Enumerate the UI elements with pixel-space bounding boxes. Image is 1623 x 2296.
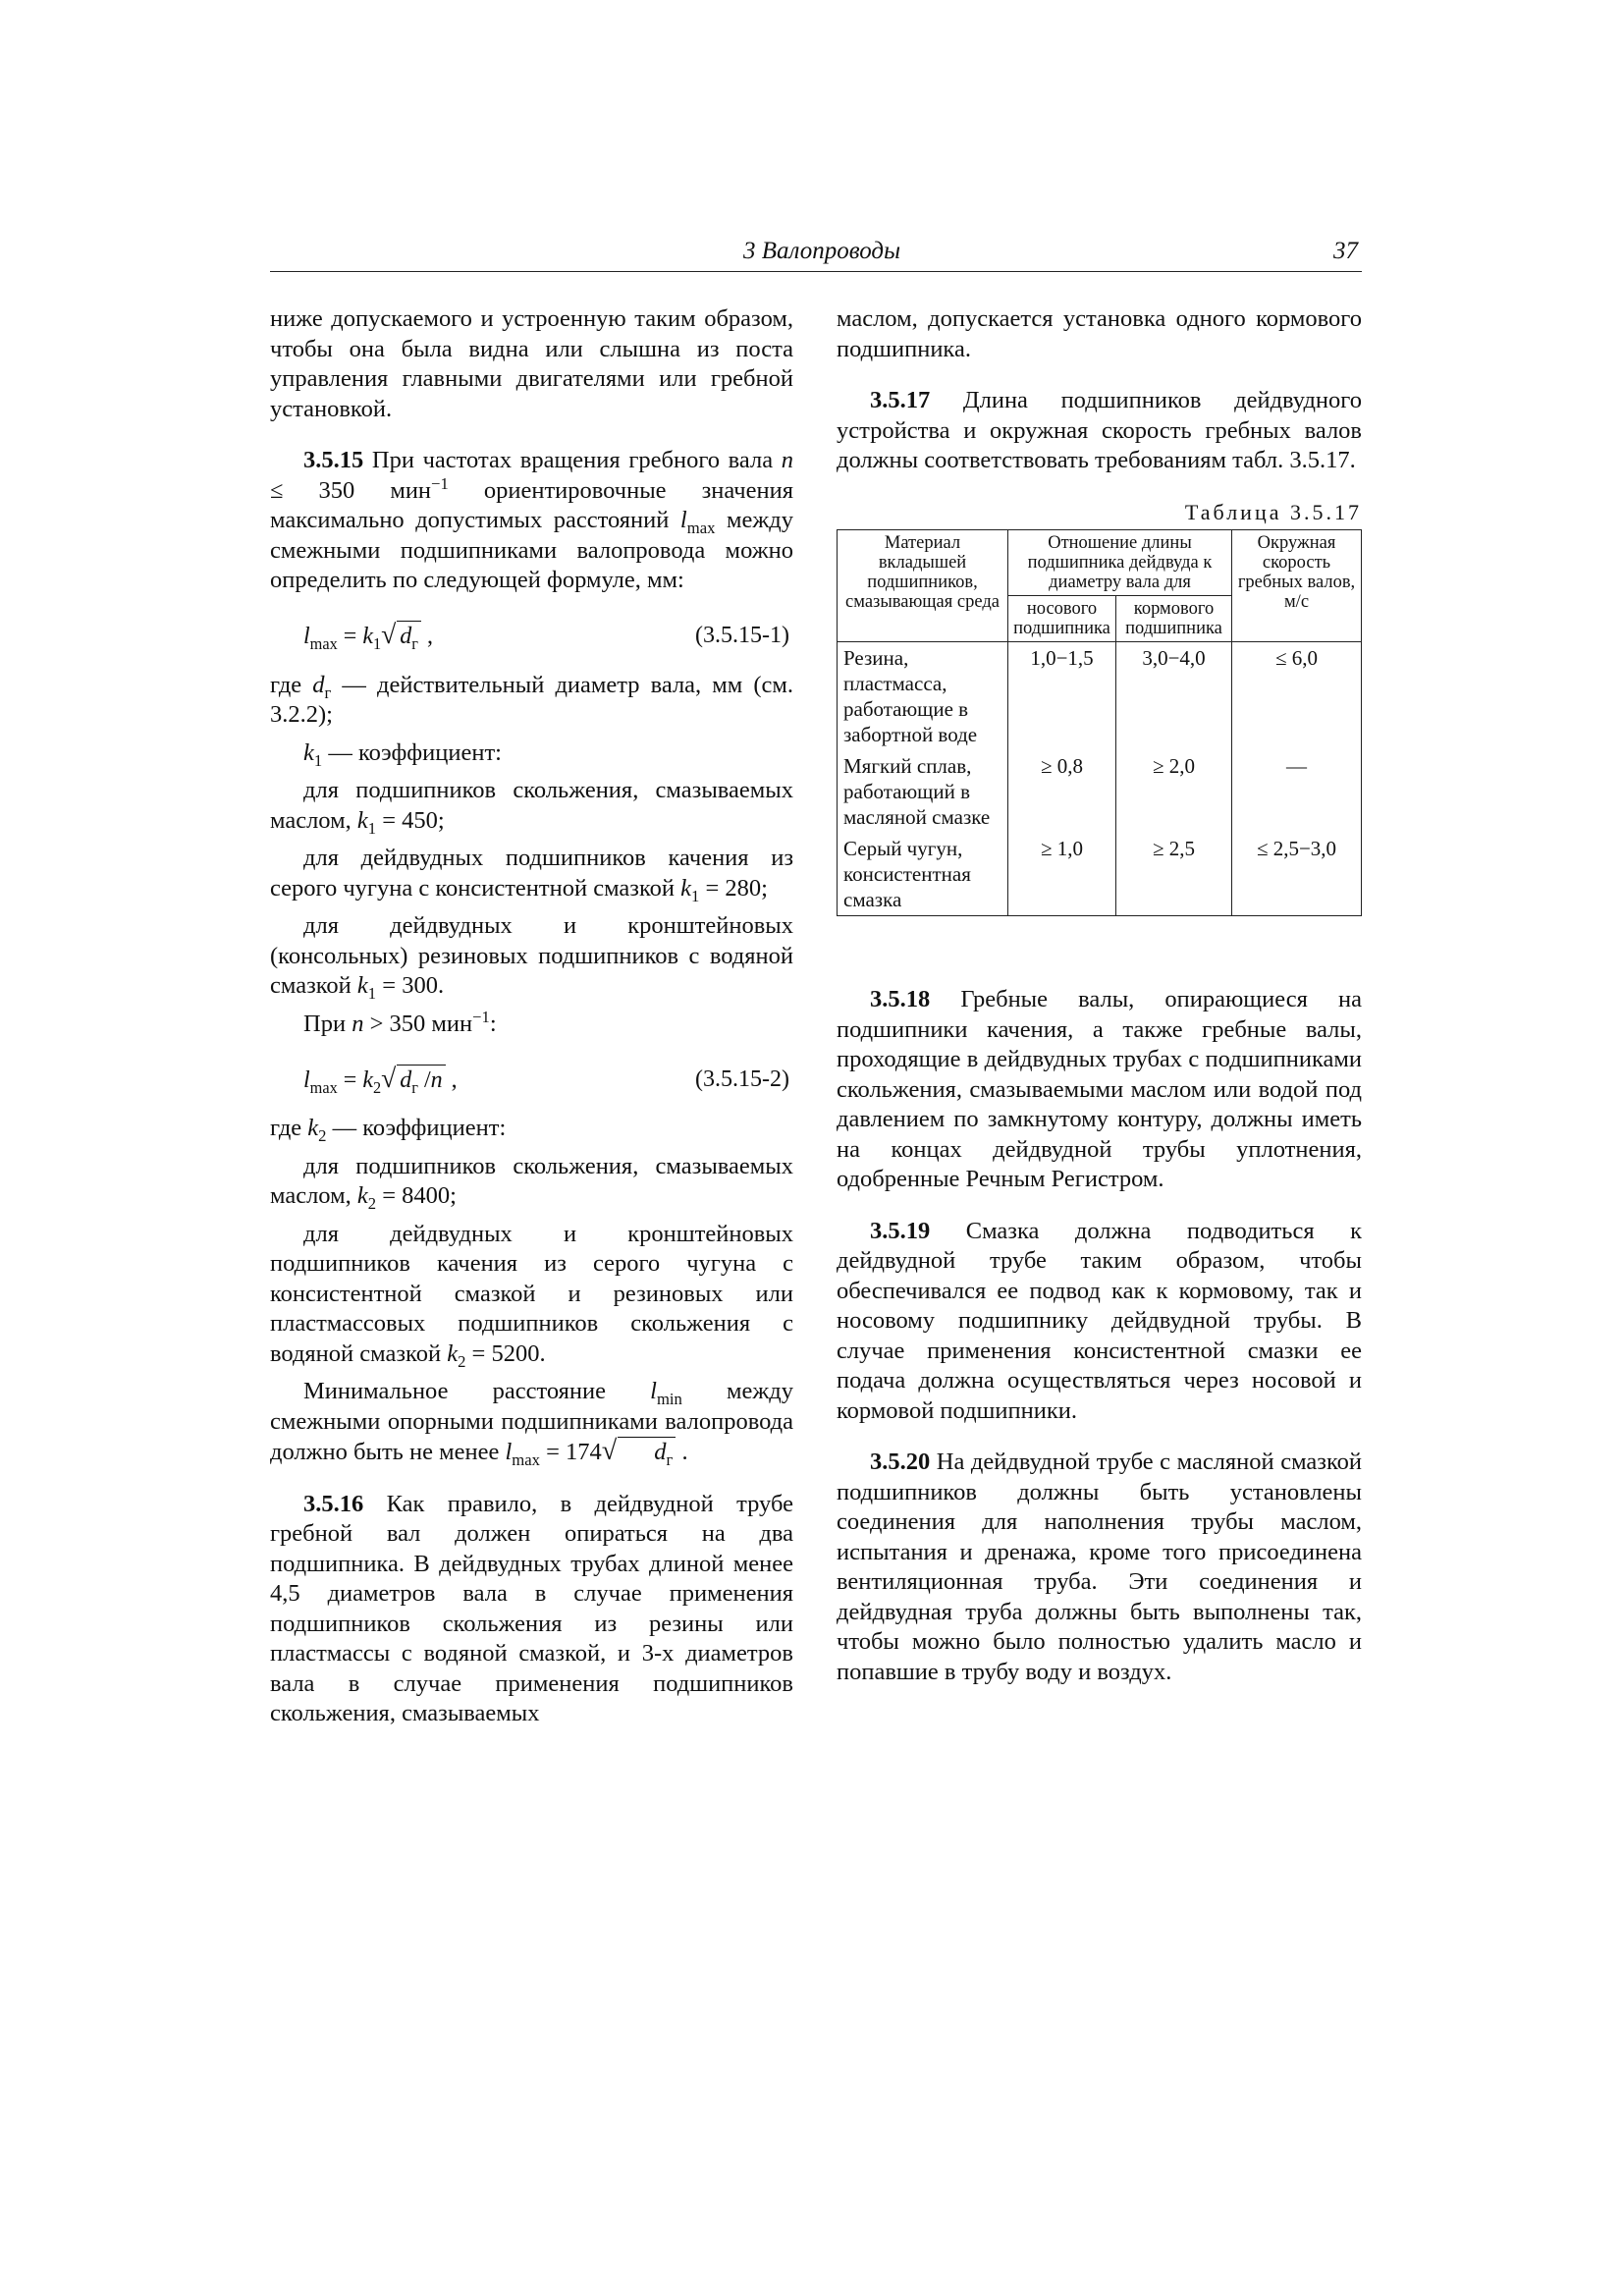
section-number: 3.5.18 [870,986,931,1012]
section-number: 3.5.16 [303,1490,364,1517]
section-number: 3.5.17 [870,387,931,413]
radical-sign: √ [381,619,397,650]
section-number: 3.5.20 [870,1449,931,1475]
cell-bow: 1,0−1,5 [1008,642,1116,751]
text: ≤ 350 мин [270,476,432,504]
left-column [270,304,793,1729]
section-3-5-18: 3.5.18 Гребные валы, опирающиеся на подшипники качения, а также гребные валы, проходящие в дейдвудных трубах с подшипниками скольжения, смазываемыми маслом или водой под давлением по замкнутому контуру, должны иметь на концах дейдвудной трубы уплотнения, одобренные Речным Регистром. [837,986,1362,1192]
list-item: для дейдвудных и кронштейновых (консольных) резиновых подшипников с водяной смазкой $k_1 = 300$. [270,912,793,1003]
paragraph: где $k_2$ — коэффициент: [270,1115,507,1145]
formula-3-5-15-2 [270,1055,793,1104]
cell-stern: 3,0−4,0 [1116,642,1232,751]
formula-3-5-15-1 [270,612,793,661]
list-item: для подшипников скольжения, смазываемых маслом, $k_2 = 8400$; [270,1152,793,1213]
section-3-5-15 [270,446,793,596]
section-number: 3.5.15 [303,447,364,473]
formula-expression: $l_{max} = k_1√$ $d_г$ , [303,619,433,654]
paragraph: Минимальное расстояние $l_{min}$ между смежными опорными подшипниками валопровода должно быть не менее $l_{max} = 174√$ $d_г$ . [270,1378,793,1469]
section-3-5-16: 3.5.16 Как правило, в дейдвудной трубе гребной вал должен опираться на два подшипника. В дейдвудных трубах длиной менее 4,5 диаметров вала в случае применения подшипников скольжения из резины или пластмассы с водяной смазкой, и 3-х диаметров вала в случае применения подшипников скольжения, смазываемых [270,1490,793,1726]
cell-bow: ≥ 1,0 [1008,833,1116,916]
cell-stern: ≥ 2,5 [1116,833,1232,916]
paragraph: маслом, допускается установка одного кормового подшипника. [837,305,1362,362]
chapter-title: 3 Валопроводы [743,238,900,264]
formula-expression: $l_{max} = k_2√$ $d_г$ /n , [303,1062,458,1097]
section-3-5-20: 3.5.20 На дейдвудной трубе с масляной смазкой подшипников должны быть установлены соединения для наполнения трубы маслом, испытания и дренажа, кроме того присоединена вентиляционная труба. Эти соединения и дейдвудная труба должны быть выполнены так, чтобы можно было полностью удалить масло и попавшие в трубу воду и воздух. [837,1449,1362,1685]
col-header-stern: кормового подшипника [1116,596,1232,642]
col-header-ratio: Отношение длины подшипника дейдвуда к диаметру вала для [1008,530,1232,596]
table-header-row [838,530,1362,596]
text: При частотах вращения гребного вала [363,447,782,473]
cell-stern: ≥ 2,0 [1116,750,1232,833]
paragraph: где $d_г$ — действительный диаметр вала, мм (см. 3.2.2); [270,671,793,728]
cell-material: Резина, пластмасса, работающие в забортной воде [838,642,1008,751]
cell-material: Серый чугун, консистентная смазка [838,833,1008,916]
list-item: для подшипников скольжения, смазываемых маслом, $k_1 = 450$; [270,777,793,838]
var-l: l [679,507,687,533]
section-number: 3.5.19 [870,1217,931,1244]
text: между смежными подшипниками валопровода можно определить по следующей формуле, мм: [270,507,793,593]
table-row [838,642,1362,751]
text: ориентировочные значения максимально допустимых расстояний [270,476,793,533]
col-header-bow: носового подшипника [1008,596,1116,642]
list-item: для дейдвудных подшипников качения из серого чугуна с консистентной смазкой $k_1 = 280$; [270,845,793,905]
table-row [838,833,1362,916]
subscript: max [686,518,716,537]
section-3-5-17: 3.5.17 Длина подшипников дейдвудного устройства и окружная скорость гребных валов должны соответствовать требованиям табл. 3.5.17. [837,387,1362,473]
page-number: 37 [1333,238,1358,264]
cell-speed: ≤ 6,0 [1232,642,1362,751]
running-header [270,236,1362,272]
table-row [838,750,1362,833]
right-column [837,304,1362,1687]
paragraph: $k_1$ — коэффициент: [303,738,502,770]
cell-speed: ≤ 2,5−3,0 [1232,833,1362,916]
col-header-speed: Окружная скорость гребных валов, м/с [1232,530,1362,642]
formula-number: (3.5.15-2) [695,1066,789,1092]
section-3-5-19: 3.5.19 Смазка должна подводиться к дейдвудной трубе таким образом, чтобы обеспечивался ее подвод как к кормовому, так и носовому подшипнику дейдвудной трубы. В случае применения консистентной смазки ее подача должна осуществляться через носовой и кормовой подшипники. [837,1217,1362,1424]
paragraph: ниже допускаемого и устроенную таким образом, чтобы она была видна или слышна из поста управления главными двигателями или гребной установкой. [270,305,793,422]
formula-number: (3.5.15-1) [695,623,789,649]
col-header-material: Материал вкладышей подшипников, смазывающая среда [838,530,1008,642]
var-n: n [781,447,793,473]
radical-sign: √ [381,1062,397,1093]
cell-material: Мягкий сплав, работающий в масляной смазке [838,750,1008,833]
list-item: для дейдвудных и кронштейновых подшипников качения из серого чугуна с консистентной смазкой и резиновых или пластмассовых подшипников скольжения с водяной смазкой $k_2 = 5200$. [270,1220,793,1371]
cell-speed: — [1232,750,1362,833]
bearing-table [837,529,1362,916]
exponent: −1 [431,473,449,493]
table-caption: Таблица 3.5.17 [1184,499,1362,524]
cell-bow: ≥ 0,8 [1008,750,1116,833]
paragraph: При n > 350 мин$^{-1}$: [303,1007,497,1037]
